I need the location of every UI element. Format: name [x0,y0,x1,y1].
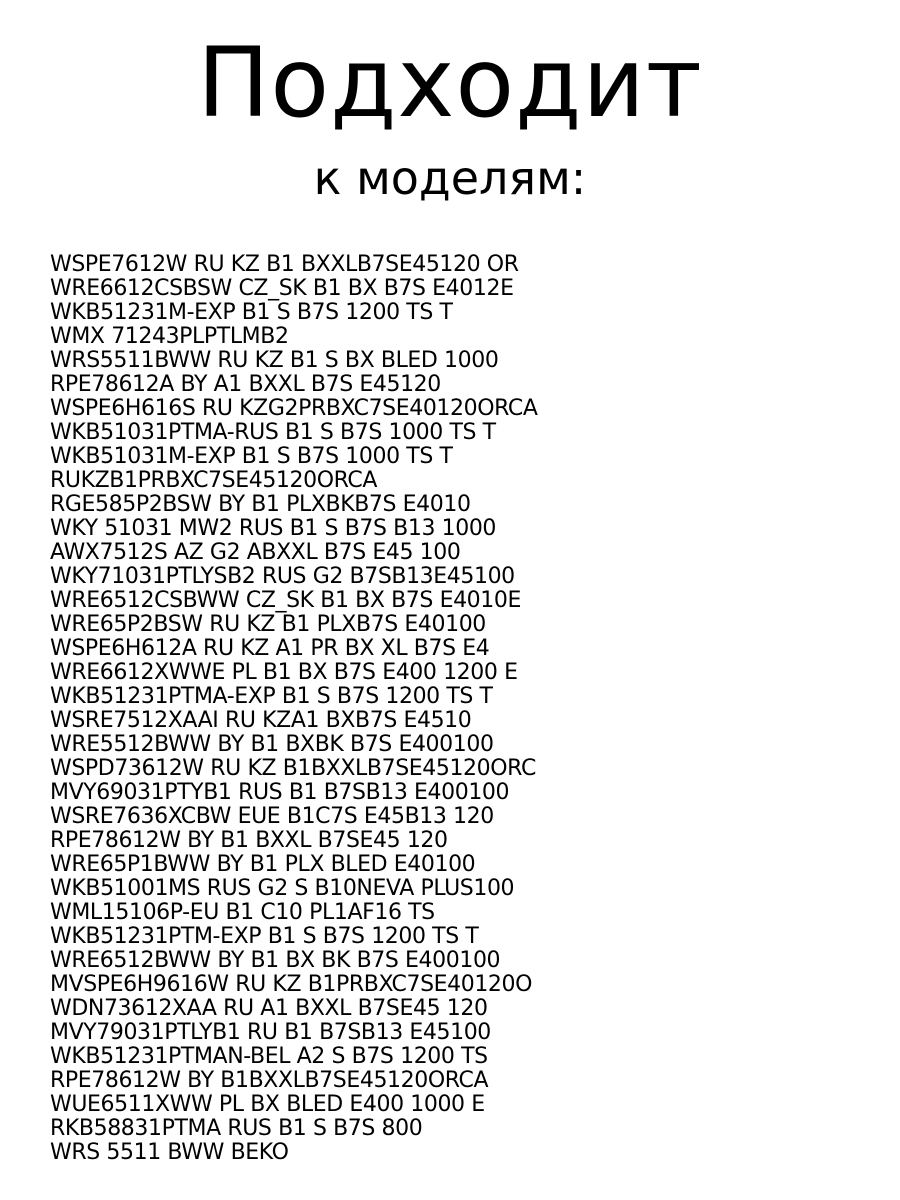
page-title: Подходит [197,27,703,139]
list-item: WKB51231M-EXP B1 S B7S 1200 TS T [50,300,453,325]
list-item: WUE6511XWW PL BX BLED E400 1000 E [50,1092,485,1117]
list-item: WKB51231PTMA-EXP B1 S B7S 1200 TS T [50,684,493,709]
list-item: WKY71031PTLYSB2 RUS G2 B7SB13E45100 [50,564,515,589]
list-item: WRS5511BWW RU KZ B1 S BX BLED 1000 [50,348,499,373]
list-item: WSRE7512XAAI RU KZA1 BXB7S E4510 [50,708,472,733]
list-item: RPE78612W BY B1 BXXL B7SE45 120 [50,828,448,853]
list-item: WSPE6H616S RU KZG2PRBXC7SE40120ORCA [50,396,538,421]
list-item: WRS 5511 BWW BEKO [50,1140,289,1165]
list-item: WKB51001MS RUS G2 S B10NEVA PLUS100 [50,876,515,901]
list-item: WRE6512BWW BY B1 BX BK B7S E400100 [50,948,501,973]
list-item: MVY69031PTYB1 RUS B1 B7SB13 E400100 [50,780,510,805]
page-subtitle: к моделям: [313,151,587,205]
list-item: MVY79031PTLYB1 RU B1 B7SB13 E45100 [50,1020,491,1045]
list-item: MVSPE6H9616W RU KZ B1PRBXC7SE40120O [50,972,533,997]
list-item: WML15106P-EU B1 C10 PL1AF16 TS [50,900,435,925]
list-item: WSPE6H612A RU KZ A1 PR BX XL B7S E4 [50,636,490,661]
list-item: WRE65P1BWW BY B1 PLX BLED E40100 [50,852,476,877]
list-item: WSRE7636XCBW EUE B1C7S E45B13 120 [50,804,494,829]
list-item: WRE6612CSBSW CZ_SK B1 BX B7S E4012E [50,276,514,301]
list-item: WSPE7612W RU KZ B1 BXXLB7SE45120 OR [50,252,519,277]
list-item: WKB51031PTMA-RUS B1 S B7S 1000 TS T [50,420,496,445]
model-list [50,253,870,1165]
list-item: WRE5512BWW BY B1 BXBK B7S E400100 [50,732,494,757]
list-item: WRE6612XWWE PL B1 BX B7S E400 1200 E [50,660,518,685]
list-item: RKB58831PTMA RUS B1 S B7S 800 [50,1116,423,1141]
list-item: RUKZB1PRBXC7SE45120ORCA [50,468,378,493]
list-item: WMX 71243PLPTLMB2 [50,324,289,349]
list-item: WDN73612XAA RU A1 BXXL B7SE45 120 [50,996,488,1021]
list-item: WSPD73612W RU KZ B1BXXLB7SE45120ORC [50,756,536,781]
list-item: RPE78612A BY A1 BXXL B7S E45120 [50,372,441,397]
list-item: WKB51231PTMAN-BEL A2 S B7S 1200 TS [50,1044,488,1069]
list-item: RPE78612W BY B1BXXLB7SE45120ORCA [50,1068,489,1093]
list-item: WKB51231PTM-EXP B1 S B7S 1200 TS T [50,924,479,949]
list-item: WRE6512CSBWW CZ_SK B1 BX B7S E4010E [50,588,521,613]
list-item: WRE65P2BSW RU KZ B1 PLXB7S E40100 [50,612,486,637]
list-item: AWX7512S AZ G2 ABXXL B7S E45 100 [50,540,461,565]
list-item: WKY 51031 MW2 RUS B1 S B7S B13 1000 [50,516,497,541]
list-item: RGE585P2BSW BY B1 PLXBKB7S E4010 [50,492,471,517]
list-item: WKB51031M-EXP B1 S B7S 1000 TS T [50,444,453,469]
